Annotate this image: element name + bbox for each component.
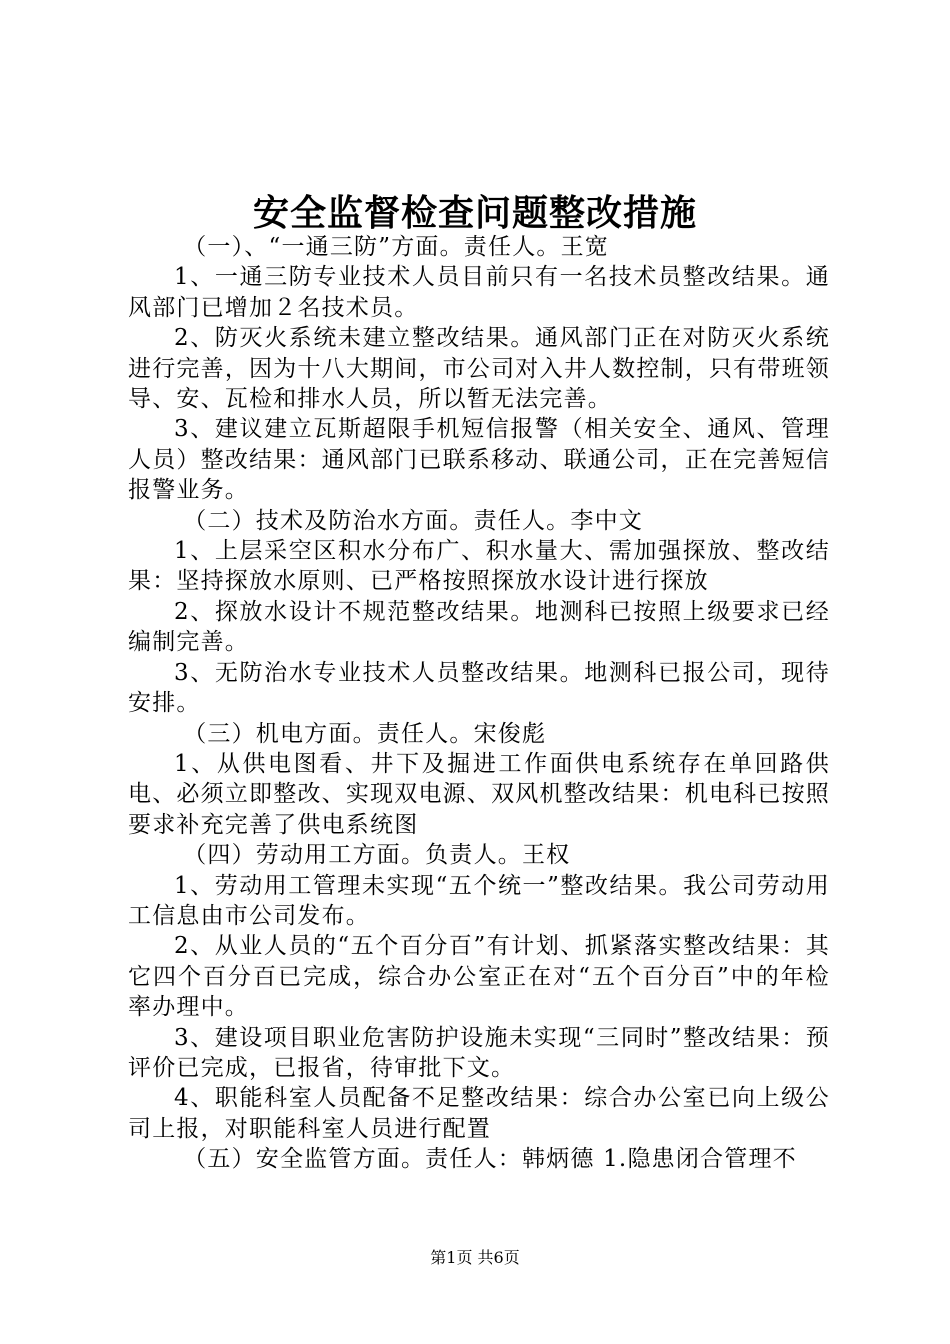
section-heading-3: （三）机电方面。责任人。宋俊彪 bbox=[183, 720, 547, 747]
paragraph: 1、从供电图看、井下及掘进工作面供电系统存在单回路供电、必须立即整改、实现双电源、双风机整改结果：机电科已按照要求补充完善了供电系统图 bbox=[128, 750, 830, 838]
paragraph: 2、从业人员的“五个百分百”有计划、抓紧落实整改结果：其它四个百分百已完成，综合办公室正在对“五个百分百”中的年检率办理中。 bbox=[128, 933, 830, 1021]
paragraph: 4、职能科室人员配备不足整改结果：综合办公室已向上级公司上报，对职能科室人员进行配置 bbox=[128, 1085, 830, 1142]
page-footer: 第1页 共6页 bbox=[430, 1248, 520, 1267]
section-heading-2: （二）技术及防治水方面。责任人。李中文 bbox=[183, 507, 643, 534]
section-heading-4: （四）劳动用工方面。负责人。王权 bbox=[183, 842, 571, 869]
section-heading-5: （五）安全监管方面。责任人：韩炳德 1.隐患闭合管理不 bbox=[183, 1146, 797, 1173]
paragraph: 3、建议建立瓦斯超限手机短信报警（相关安全、通风、管理人员）整改结果：通风部门已联系移动、联通公司，正在完善短信报警业务。 bbox=[128, 416, 830, 504]
paragraph: 1、上层采空区积水分布广、积水量大、需加强探放、整改结果：坚持探放水原则、已严格按照探放水设计进行探放 bbox=[128, 538, 830, 595]
paragraph: 2、探放水设计不规范整改结果。地测科已按照上级要求已经编制完善。 bbox=[128, 598, 830, 656]
paragraph: 3、无防治水专业技术人员整改结果。地测科已报公司，现待安排。 bbox=[128, 659, 830, 717]
paragraph: 1、一通三防专业技术人员目前只有一名技术员整改结果。通风部门已增加２名技术员。 bbox=[128, 264, 830, 321]
document-body bbox=[128, 232, 830, 1175]
paragraph: 3、建设项目职业危害防护设施未实现“三同时”整改结果：预评价已完成，已报省，待审批下文。 bbox=[128, 1024, 830, 1081]
document-title: 安全监督检查问题整改措施 bbox=[252, 192, 697, 234]
paragraph: 2、防灭火系统未建立整改结果。通风部门正在对防灭火系统进行完善，因为十八大期间，市公司对入井人数控制，只有带班领导、安、瓦检和排水人员，所以暂无法完善。 bbox=[128, 325, 830, 413]
paragraph: 1、劳动用工管理未实现“五个统一”整改结果。我公司劳动用工信息由市公司发布。 bbox=[128, 872, 830, 929]
section-heading-1: （一）、“一通三防”方面。责任人。王宽 bbox=[183, 234, 610, 260]
